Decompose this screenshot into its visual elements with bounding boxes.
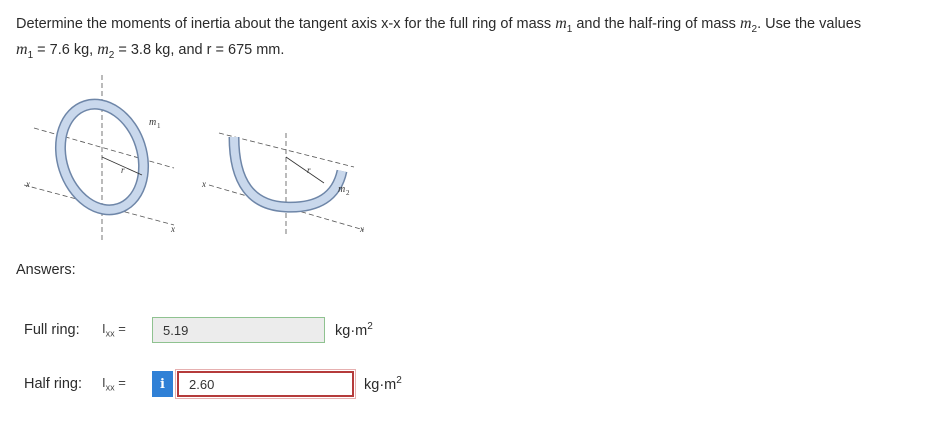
sub-1: 1: [566, 23, 573, 35]
problem-text-2: and the half-ring of mass: [572, 16, 740, 32]
equals: =: [114, 375, 126, 391]
label-x-left-2: x: [202, 179, 206, 189]
ring-figure: [24, 75, 384, 245]
full-ring-unit: [335, 321, 373, 339]
var-i: I: [102, 321, 106, 337]
label-m1-sub: 1: [157, 122, 161, 130]
equals: =: [114, 321, 126, 337]
label-m2-sub: 2: [346, 189, 350, 197]
full-ring-row: [24, 315, 373, 345]
half-ring-unit: [364, 375, 402, 393]
var-sub: xx: [105, 382, 115, 393]
label-m1: m: [149, 117, 157, 128]
answers-heading: Answers:: [16, 262, 76, 278]
label-x-left-1: x: [26, 179, 30, 189]
problem-text-3: . Use the values: [757, 16, 862, 32]
label-x-right-2: x: [360, 224, 364, 234]
half-ring-label: Half ring:: [24, 376, 83, 392]
full-ring-answer-field[interactable]: 5.19: [152, 317, 325, 343]
label-x-right-1: x: [171, 224, 175, 234]
half-ring-row: [24, 369, 402, 399]
full-ring-label: Full ring:: [24, 322, 80, 338]
unit-text: kg·m: [364, 376, 397, 393]
var-m: m: [555, 15, 567, 32]
unit-text: kg·m: [335, 322, 368, 339]
var-m: m: [97, 40, 109, 58]
problem-text-1: Determine the moments of inertia about the tangent axis x-x for the full ring of mass: [16, 16, 556, 32]
var-m: m: [16, 40, 28, 58]
unit-sup: 2: [367, 321, 373, 333]
sub-2: 2: [751, 23, 758, 35]
label-r2: r: [307, 165, 311, 175]
half-ring-answer-field[interactable]: 2.60: [177, 371, 354, 397]
half-ring-variable: [102, 375, 152, 393]
label-m2: m: [338, 184, 346, 195]
full-ring-variable: [102, 321, 152, 339]
values-text-2: = 3.8 kg, and r = 675 mm.: [114, 41, 285, 58]
problem-statement: [16, 14, 921, 66]
sub-1: 1: [27, 49, 34, 61]
unit-sup: 2: [396, 375, 402, 387]
sub-2: 2: [108, 49, 115, 61]
info-icon[interactable]: i: [152, 371, 173, 397]
values-text-1: = 7.6 kg,: [33, 41, 98, 58]
label-r1: r: [121, 165, 125, 175]
var-i: I: [102, 375, 106, 391]
var-m: m: [739, 15, 752, 32]
var-sub: xx: [105, 328, 115, 339]
